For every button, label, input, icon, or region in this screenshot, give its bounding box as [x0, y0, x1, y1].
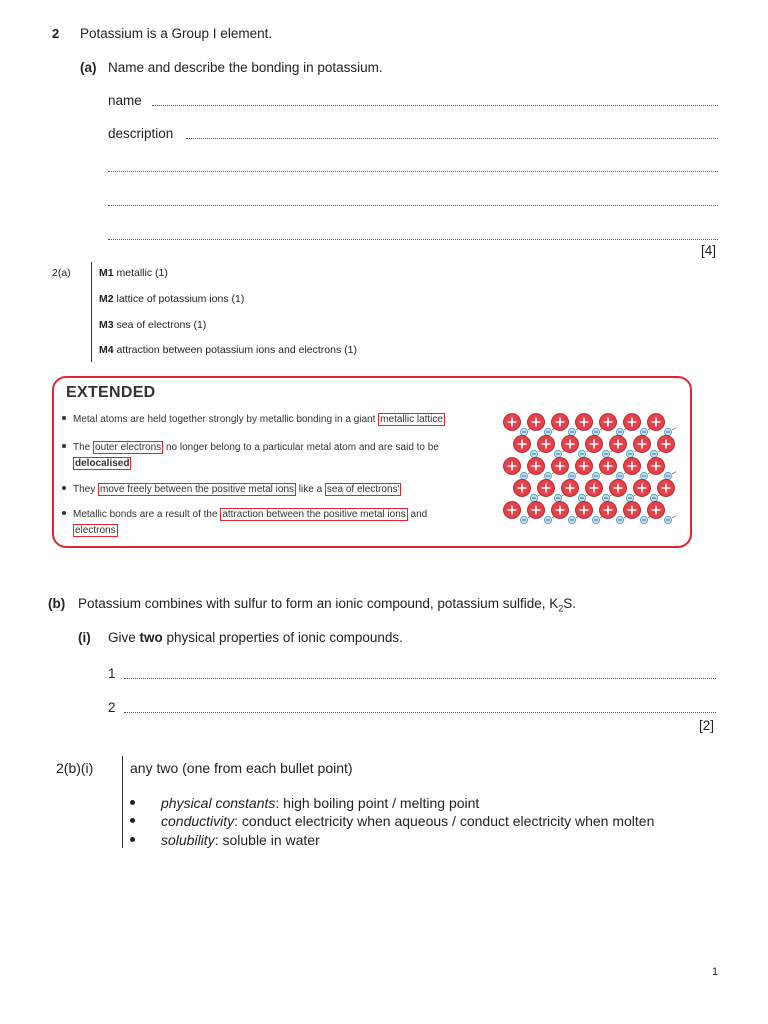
extended-bullet-3: They move freely between the positive metal ions like a sea of electrons' — [62, 484, 401, 495]
question-number: 2 — [52, 26, 60, 41]
ms-a-point-3: M3 sea of electrons (1) — [99, 319, 207, 331]
description-answer-line[interactable] — [186, 138, 718, 139]
extended-box — [52, 376, 692, 548]
answer-1-label: 1 — [108, 666, 116, 681]
part-a-label: (a) — [80, 60, 97, 75]
answer-line[interactable] — [108, 171, 718, 172]
answer-2-label: 2 — [108, 700, 116, 715]
ms-a-divider — [91, 262, 92, 362]
ms-bi-item-3: solubility: soluble in water — [130, 832, 320, 848]
extended-title: EXTENDED — [66, 384, 156, 401]
part-bi-label: (i) — [78, 630, 91, 645]
ms-bi-item-1: physical constants: high boiling point / melting point — [130, 795, 479, 811]
extended-bullet-4-cont: electrons — [75, 525, 116, 536]
name-answer-line[interactable] — [152, 105, 718, 106]
ms-bi-divider — [122, 756, 123, 848]
ms-a-label: 2(a) — [52, 267, 71, 279]
motion-arrow — [672, 515, 676, 518]
answer-line[interactable] — [108, 239, 718, 240]
ms-a-point-4: M4 attraction between potassium ions and electrons (1) — [99, 344, 357, 356]
extended-bullet-2-cont: delocalised — [75, 458, 130, 469]
metallic-lattice-diagram — [496, 408, 676, 526]
answer-2-line[interactable] — [124, 712, 716, 713]
extended-bullet-2: The outer electrons no longer belong to a particular metal atom and are said to be — [62, 442, 439, 453]
name-label: name — [108, 93, 142, 108]
part-a-text: Name and describe the bonding in potassium. — [108, 60, 383, 75]
answer-1-line[interactable] — [124, 678, 716, 679]
extended-bullet-4: Metallic bonds are a result of the attraction between the positive metal ions and — [62, 509, 427, 520]
ms-bi-label: 2(b)(i) — [56, 760, 94, 776]
question-stem: Potassium is a Group I element. — [80, 26, 273, 41]
marks-a: [4] — [701, 243, 717, 258]
part-b-label: (b) — [48, 596, 66, 611]
part-b-text: Potassium combines with sulfur to form an ionic compound, potassium sulfide, $K_2S$. — [78, 596, 577, 614]
description-label: description — [108, 126, 174, 141]
answer-line[interactable] — [108, 205, 718, 206]
marks-bi: [2] — [699, 718, 715, 733]
motion-arrow — [672, 427, 676, 430]
part-bi-text: Give two physical properties of ionic compounds. — [108, 630, 403, 645]
ms-bi-intro: any two (one from each bullet point) — [130, 760, 353, 776]
page-number: 1 — [712, 966, 719, 978]
ms-a-point-1: M1 metallic (1) — [99, 267, 168, 279]
ms-a-point-2: M2 lattice of potassium ions (1) — [99, 293, 245, 305]
ms-bi-item-2: conductivity: conduct electricity when aqueous / conduct electricity when molten — [130, 813, 654, 829]
motion-arrow — [672, 471, 676, 474]
extended-bullet-1: Metal atoms are held together strongly by metallic bonding in a giant metallic lattice — [62, 414, 445, 425]
